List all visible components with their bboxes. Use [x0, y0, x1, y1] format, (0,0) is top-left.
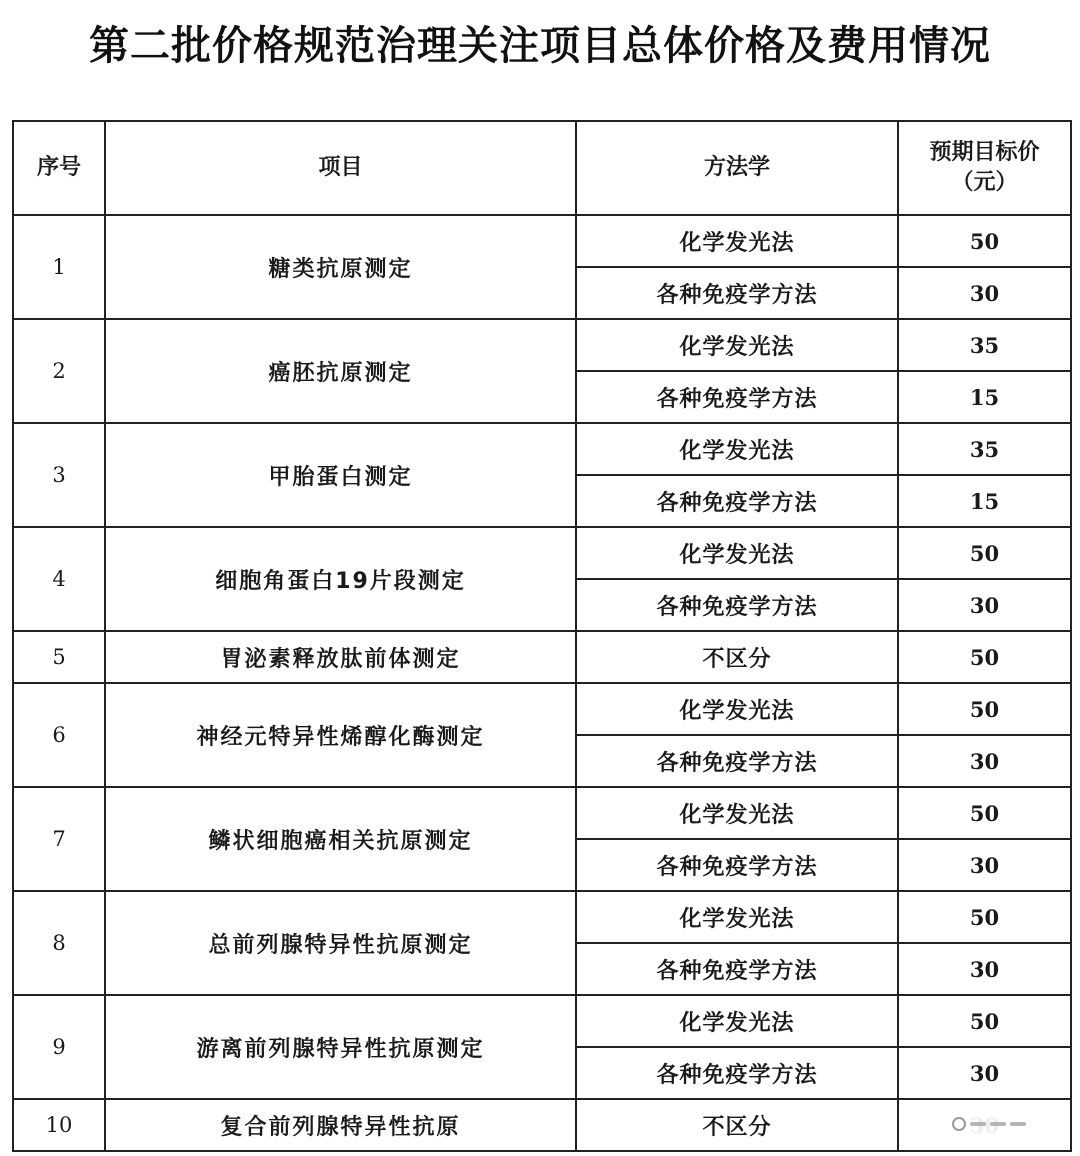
method-cell: 化学发光法	[576, 319, 898, 371]
method-cell: 各种免疫学方法	[576, 267, 898, 319]
seq-cell: 4	[13, 527, 105, 631]
seq-cell: 7	[13, 787, 105, 891]
watermark-bar-icon	[1010, 1122, 1026, 1126]
header-method: 方法学	[576, 121, 898, 215]
table-row	[13, 319, 1071, 371]
item-cell: 复合前列腺特异性抗原	[105, 1099, 576, 1151]
seq-cell: 8	[13, 891, 105, 995]
table-row	[13, 631, 1071, 683]
page-title: 第二批价格规范治理关注项目总体价格及费用情况	[89, 22, 991, 69]
method-cell: 各种免疫学方法	[576, 1047, 898, 1099]
item-cell: 胃泌素释放肽前体测定	[105, 631, 576, 683]
item-cell: 游离前列腺特异性抗原测定	[105, 995, 576, 1099]
method-cell: 不区分	[576, 631, 898, 683]
item-cell: 神经元特异性烯醇化酶测定	[105, 683, 576, 787]
table-row	[13, 215, 1071, 267]
price-cell: 30	[898, 579, 1071, 631]
method-cell: 化学发光法	[576, 995, 898, 1047]
method-cell: 各种免疫学方法	[576, 371, 898, 423]
header-seq: 序号	[13, 121, 105, 215]
item-cell: 糖类抗原测定	[105, 215, 576, 319]
table-row	[13, 1099, 1071, 1151]
price-cell: 50	[898, 683, 1071, 735]
method-cell: 各种免疫学方法	[576, 579, 898, 631]
seq-cell: 6	[13, 683, 105, 787]
seq-cell: 10	[13, 1099, 105, 1151]
price-cell: 50	[898, 631, 1071, 683]
method-cell: 化学发光法	[576, 527, 898, 579]
method-cell: 化学发光法	[576, 787, 898, 839]
method-cell: 各种免疫学方法	[576, 943, 898, 995]
watermark-bar-icon	[970, 1122, 986, 1126]
seq-cell: 5	[13, 631, 105, 683]
seq-cell: 2	[13, 319, 105, 423]
item-cell: 癌胚抗原测定	[105, 319, 576, 423]
price-cell: 50	[898, 891, 1071, 943]
table-row	[13, 787, 1071, 839]
seq-cell: 9	[13, 995, 105, 1099]
item-cell: 甲胎蛋白测定	[105, 423, 576, 527]
header-price	[898, 121, 1071, 215]
price-cell: 35	[898, 319, 1071, 371]
item-cell: 总前列腺特异性抗原测定	[105, 891, 576, 995]
table-row	[13, 423, 1071, 475]
seq-cell: 3	[13, 423, 105, 527]
table-row	[13, 891, 1071, 943]
method-cell: 化学发光法	[576, 215, 898, 267]
price-cell: 15	[898, 371, 1071, 423]
table-row	[13, 527, 1071, 579]
watermark-circle-icon	[952, 1117, 966, 1131]
price-cell: 30	[898, 735, 1071, 787]
method-cell: 化学发光法	[576, 683, 898, 735]
method-cell: 各种免疫学方法	[576, 475, 898, 527]
price-cell: 30	[898, 1047, 1071, 1099]
header-price-line1: 预期目标价	[929, 140, 1040, 165]
price-cell: 35	[898, 423, 1071, 475]
price-cell: 50	[898, 527, 1071, 579]
method-cell: 各种免疫学方法	[576, 735, 898, 787]
header-row	[13, 121, 1071, 215]
method-cell: 化学发光法	[576, 423, 898, 475]
price-cell: 30	[898, 267, 1071, 319]
table-row	[13, 995, 1071, 1047]
method-cell: 化学发光法	[576, 891, 898, 943]
price-cell: 15	[898, 475, 1071, 527]
price-cell: 50	[898, 215, 1071, 267]
price-cell: 50	[898, 995, 1071, 1047]
price-cell: 50	[898, 787, 1071, 839]
method-cell: 各种免疫学方法	[576, 839, 898, 891]
watermark-overlay	[918, 1106, 1060, 1142]
price-cell: 30	[898, 943, 1071, 995]
header-item: 项目	[105, 121, 576, 215]
item-cell: 细胞角蛋白19片段测定	[105, 527, 576, 631]
price-table	[12, 120, 1072, 1152]
watermark-bar-icon	[990, 1122, 1006, 1126]
table-row	[13, 683, 1071, 735]
header-price-line2: （元）	[951, 170, 1018, 195]
item-cell: 鳞状细胞癌相关抗原测定	[105, 787, 576, 891]
price-cell: 30	[898, 839, 1071, 891]
seq-cell: 1	[13, 215, 105, 319]
method-cell: 不区分	[576, 1099, 898, 1151]
